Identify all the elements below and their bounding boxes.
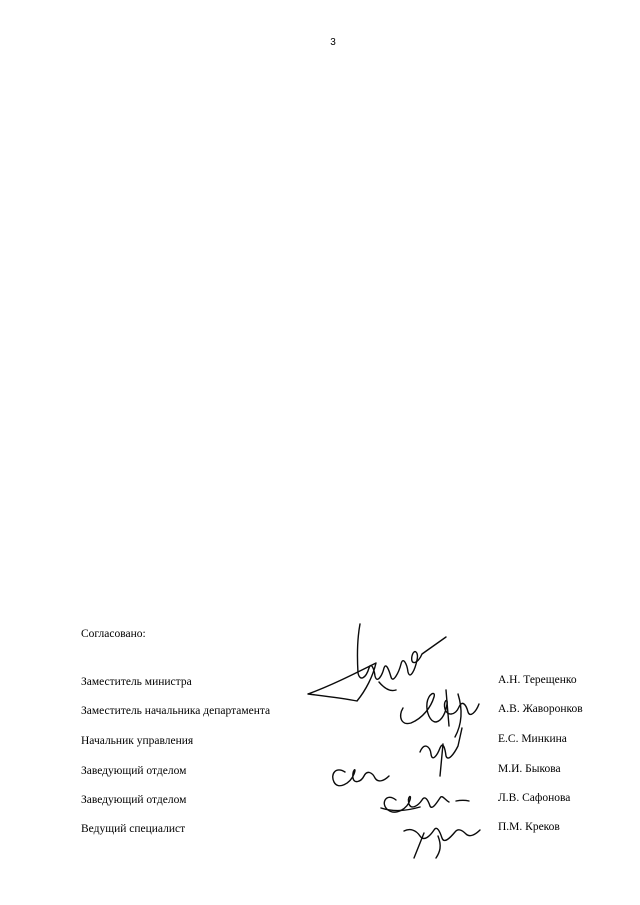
- signatory-row: [0, 676, 640, 692]
- signatory-row: [0, 765, 640, 781]
- signatory-name: М.И. Быкова: [498, 763, 561, 775]
- signatory-name: Е.С. Минкина: [498, 733, 567, 745]
- signatory-row: [0, 823, 640, 839]
- signatory-name: А.Н. Терещенко: [498, 674, 577, 686]
- signatory-position: Заместитель начальника департамента: [81, 705, 271, 717]
- page-number: 3: [330, 37, 336, 48]
- signatory-name: П.М. Креков: [498, 821, 560, 833]
- signatory-position: Ведущий специалист: [81, 823, 186, 835]
- signatory-position: Начальник управления: [81, 735, 194, 747]
- signatory-position: Заместитель министра: [81, 676, 192, 688]
- signatory-position: Заведующий отделом: [81, 765, 187, 777]
- signatory-name: Л.В. Сафонова: [498, 792, 571, 804]
- signatory-name: А.В. Жаворонков: [498, 703, 583, 715]
- approval-heading: Согласовано:: [81, 628, 146, 640]
- signatory-row: [0, 705, 640, 721]
- signatory-row: [0, 794, 640, 810]
- signatory-row: [0, 735, 640, 751]
- signatory-position: Заведующий отделом: [81, 794, 187, 806]
